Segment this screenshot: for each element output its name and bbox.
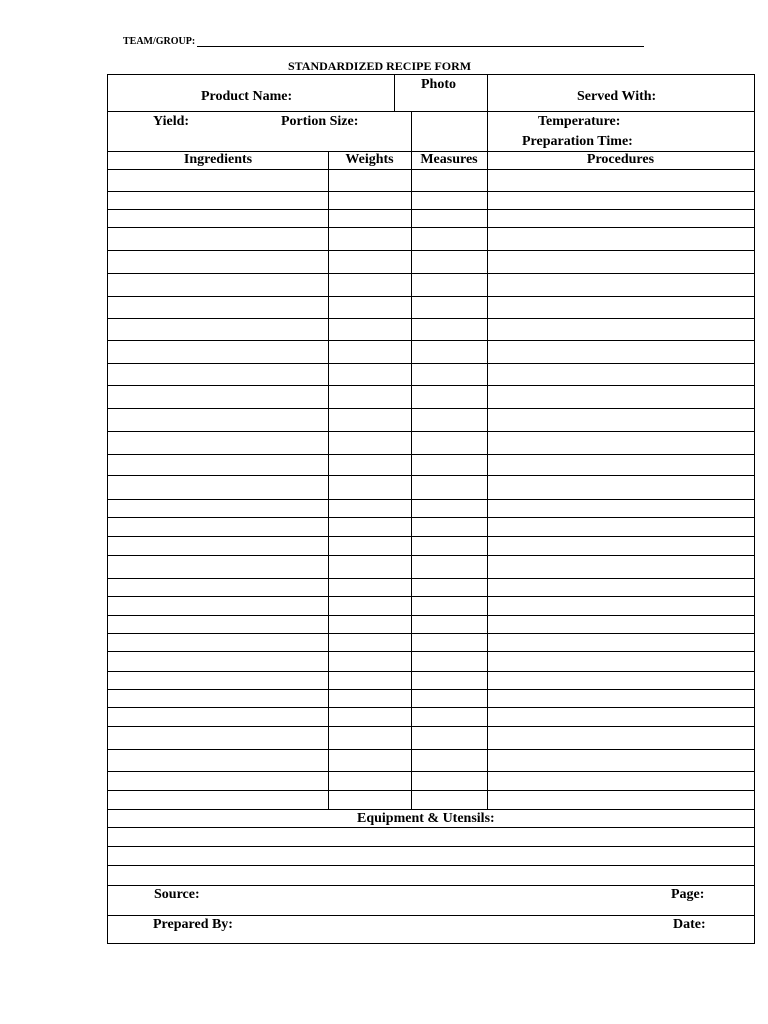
source-label: Source: (154, 887, 200, 902)
team-group-label: TEAM/GROUP: (123, 36, 196, 47)
grid-row-line (108, 536, 754, 537)
grid-row-line (108, 408, 754, 409)
grid-row-line (108, 726, 754, 727)
page-label: Page: (671, 887, 705, 902)
measures-procedures-divider (487, 111, 488, 809)
grid-row-line (108, 771, 754, 772)
photo-right-divider (487, 75, 488, 111)
grid-row-line (108, 651, 754, 652)
grid-row-line (108, 633, 754, 634)
product-name-label: Product Name: (201, 89, 293, 104)
grid-row-line (108, 707, 754, 708)
prepared-by-label: Prepared By: (153, 917, 233, 932)
recipe-form-table (107, 74, 755, 944)
grid-row-line (108, 578, 754, 579)
yield-temperature-divider (411, 111, 412, 151)
grid-row-line (108, 475, 754, 476)
grid-row-line (108, 385, 754, 386)
equipment-row-line (108, 827, 754, 828)
grid-row-line (108, 363, 754, 364)
yield-label: Yield: (153, 114, 190, 129)
grid-row-line (108, 273, 754, 274)
column-header-bottom-line (108, 169, 754, 170)
grid-row-line (108, 431, 754, 432)
date-label: Date: (673, 917, 706, 932)
team-group-blank-line[interactable] (197, 37, 644, 47)
grid-row-line (108, 615, 754, 616)
preparation-time-label: Preparation Time: (522, 134, 633, 149)
portion-size-label: Portion Size: (281, 114, 359, 129)
team-group-field (123, 36, 644, 47)
grid-row-line (108, 340, 754, 341)
grid-row-line (108, 209, 754, 210)
equipment-row-line (108, 915, 754, 916)
grid-row-line (108, 318, 754, 319)
grid-row-line (108, 499, 754, 500)
equipment-row-line (108, 885, 754, 886)
served-with-label: Served With: (577, 89, 657, 104)
grid-row-line (108, 517, 754, 518)
grid-row-line (108, 555, 754, 556)
grid-row-line (108, 809, 754, 810)
temperature-label: Temperature: (538, 114, 621, 129)
grid-row-line (108, 749, 754, 750)
grid-row-line (108, 790, 754, 791)
equipment-row-line (108, 865, 754, 866)
grid-row-line (108, 227, 754, 228)
measures-column-header: Measures (420, 152, 478, 167)
ingredients-column-header: Ingredients (183, 152, 253, 167)
grid-row-line (108, 191, 754, 192)
photo-left-divider (394, 75, 395, 111)
equipment-utensils-label: Equipment & Utensils: (357, 811, 495, 826)
ingredients-weights-divider (328, 151, 329, 809)
weights-column-header: Weights (345, 152, 394, 167)
form-title: STANDARDIZED RECIPE FORM (288, 59, 472, 73)
equipment-row-line (108, 846, 754, 847)
grid-row-line (108, 454, 754, 455)
weights-measures-divider (411, 151, 412, 809)
grid-row-line (108, 250, 754, 251)
header-divider (108, 111, 754, 112)
procedures-column-header: Procedures (586, 152, 655, 167)
grid-row-line (108, 689, 754, 690)
grid-row-line (108, 296, 754, 297)
column-header-top-line (108, 151, 754, 152)
grid-row-line (108, 596, 754, 597)
photo-label: Photo (421, 77, 456, 92)
grid-row-line (108, 671, 754, 672)
